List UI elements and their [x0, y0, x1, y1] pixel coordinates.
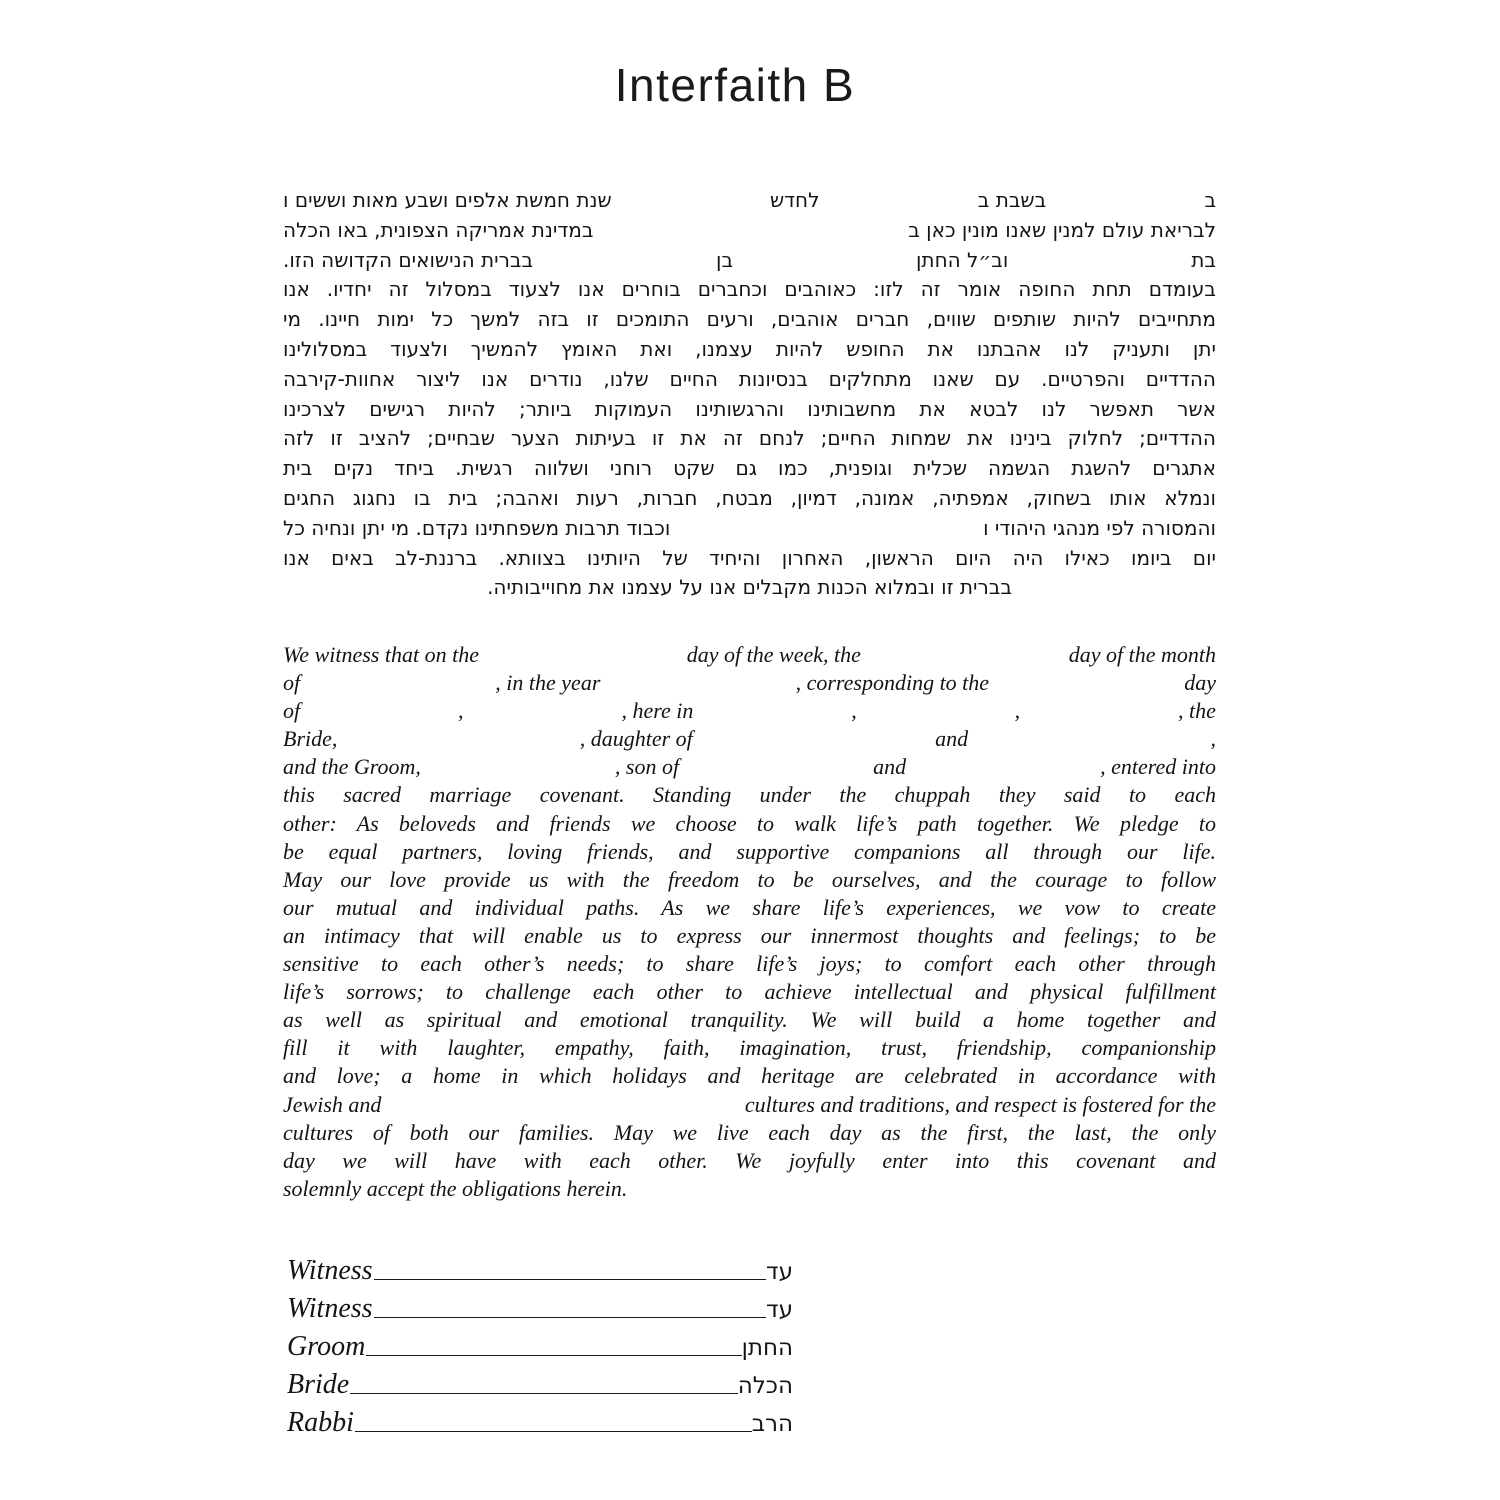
english-line: [283, 922, 1216, 950]
signature-row-witness: [287, 1285, 793, 1323]
text-segment: , the: [1178, 698, 1216, 724]
english-line: [283, 866, 1216, 894]
signature-label: Witness: [287, 1292, 373, 1324]
text-segment: this sacred marriage covenant. Standing under the chuppah they said to each: [283, 782, 1216, 808]
text-segment: other: As beloveds and friends we choose to walk life’s path together. We pledge to: [283, 810, 1216, 836]
text-segment: לבריאת עולם למנין שאנו מונין כאן ב: [908, 217, 1216, 242]
hebrew-line: [283, 275, 1216, 305]
text-segment: We witness that on the: [283, 642, 479, 667]
hebrew-line: [283, 305, 1216, 335]
hebrew-line: [283, 484, 1216, 514]
text-segment: , entered into: [1100, 754, 1216, 780]
text-segment: cultures of both our families. May we live each day as the first, the last, the only: [283, 1119, 1216, 1145]
english-line: [283, 641, 1216, 669]
signature-label: Groom: [287, 1330, 366, 1362]
english-line: [283, 838, 1216, 866]
text-segment: בת: [1191, 247, 1216, 272]
signature-line: [374, 1317, 766, 1318]
english-line: [283, 725, 1216, 753]
text-segment: sensitive to each other’s needs; to share life’s joys; to comfort each other through: [283, 951, 1216, 977]
text-segment: of: [283, 670, 301, 696]
signature-line: [355, 1431, 752, 1432]
text-segment: , son of: [614, 754, 680, 780]
english-text-block: [283, 641, 1216, 1203]
text-segment: בברית הנישואים הקדושה הזו.: [283, 247, 534, 272]
hebrew-line: [283, 216, 1216, 246]
english-line: [283, 978, 1216, 1006]
text-segment: Bride,: [283, 726, 338, 752]
text-segment: בשבת ב: [977, 188, 1047, 212]
text-segment: cultures and traditions, and respect is fostered for the: [744, 1091, 1216, 1117]
hebrew-line: [283, 186, 1216, 216]
signature-row-rabbi: [287, 1399, 793, 1437]
text-segment: May our love provide us with the freedom to be ourselves, and the courage to follow: [283, 866, 1216, 892]
english-line: [283, 781, 1216, 809]
text-segment: and the Groom,: [283, 754, 421, 780]
hebrew-line: [283, 544, 1216, 574]
text-segment: and: [873, 754, 907, 780]
signature-row-groom: [287, 1323, 793, 1361]
hebrew-line: [283, 365, 1216, 395]
signature-label: Rabbi: [287, 1406, 354, 1438]
signature-label: Witness: [287, 1254, 373, 1286]
english-line: [283, 669, 1216, 697]
english-line: [283, 1119, 1216, 1147]
text-segment: Jewish and: [283, 1091, 382, 1117]
signature-line: [350, 1393, 737, 1394]
text-segment: וב״ל החתן: [915, 247, 1009, 272]
english-line: [283, 1147, 1216, 1175]
text-segment: day: [1184, 670, 1216, 696]
english-line: [283, 753, 1216, 781]
hebrew-text-block: [283, 186, 1216, 603]
hebrew-line: [283, 395, 1216, 425]
text-segment: ב: [1204, 188, 1216, 212]
english-line: [283, 1034, 1216, 1062]
text-segment: day of the week, the: [686, 642, 861, 667]
text-segment: בברית זו ובמלוא הכנות מקבלים אנו על עצמנו את מחוייבותיה.: [487, 575, 1012, 600]
signature-row-bride: [287, 1361, 793, 1399]
signature-label: Bride: [287, 1368, 350, 1400]
text-segment: בן: [716, 247, 734, 272]
signature-hebrew-label: עד: [766, 1258, 793, 1285]
english-line: [283, 894, 1216, 922]
english-line: [283, 810, 1216, 838]
text-segment: and: [935, 726, 969, 752]
text-segment: לחדש: [769, 188, 820, 212]
english-line: [283, 1062, 1216, 1090]
text-segment: , daughter of: [579, 726, 693, 752]
text-segment: ההדדיים והפרטיים. עם שאנו מתחלקים בנסיונות החיים שלנו, נודרים אנו ליצור אחוות-קירבה: [283, 366, 1216, 391]
text-segment: ,: [1014, 698, 1021, 724]
text-segment: יום ביומו כאילו היה היום הראשון, האחרון והיחיד של היותינו בצוותא. ברננת-לב באים אנו: [283, 545, 1216, 570]
text-segment: ,: [851, 698, 857, 724]
signature-line: [374, 1279, 766, 1280]
text-segment: , here in: [621, 698, 694, 724]
hebrew-line: [283, 335, 1216, 365]
english-line: [283, 1175, 1216, 1203]
text-segment: אשר תאפשר לנו לבטא את מחשבותינו והרגשותינו העמוקות ביותר; להיות רגישים לצרכינו: [283, 396, 1216, 421]
text-segment: ההדדיים; לחלוק בינינו את שמחות החיים; לנחם זה את זו בעיתות הצער שבחיים; להציב זו לזה: [283, 426, 1216, 451]
hebrew-line: [283, 573, 1216, 603]
english-line: [283, 950, 1216, 978]
english-line: [283, 697, 1216, 725]
text-segment: ,: [458, 698, 464, 724]
hebrew-line: [283, 424, 1216, 454]
hebrew-line: [283, 454, 1216, 484]
text-segment: of: [283, 698, 301, 724]
hebrew-line: [283, 514, 1216, 544]
text-segment: שנת חמשת אלפים ושבע מאות וששים ו: [283, 188, 612, 212]
text-segment: our mutual and individual paths. As we share life’s experiences, we vow to create: [283, 894, 1216, 920]
english-line: [283, 1091, 1216, 1119]
text-segment: ונמלא אותו בשחוק, אמפתיה, אמונה, דמיון, מבטח, חברות, רעות ואהבה; בית בו נחגוג החגים: [283, 485, 1216, 510]
text-segment: מתחייבים להיות שותפים שווים, חברים אוהבים, ורעים התומכים זו בזה למשך כל ימות חיינו. מי: [283, 307, 1216, 332]
text-segment: , corresponding to the: [795, 670, 990, 696]
text-segment: life’s sorrows; to challenge each other to achieve intellectual and physical fulfillment: [283, 979, 1216, 1005]
text-segment: בעומדם תחת החופה אומר זה לזו: כאוהבים וכחברים בוחרים אנו לצעוד במסלול זה יחדיו. אנו: [283, 277, 1216, 302]
signature-row-witness: [287, 1247, 793, 1285]
text-segment: יתן ותעניק לנו אהבתנו את החופש להיות עצמנו, ואת האומץ להמשיך ולצעוד במסלולינו: [283, 336, 1216, 361]
text-segment: וכבוד תרבות משפחתינו נקדם. מי יתן ונחיה כל: [283, 515, 671, 540]
english-line: [283, 1006, 1216, 1034]
text-segment: solemnly accept the obligations herein.: [283, 1175, 628, 1201]
signature-hebrew-label: החתן: [741, 1334, 793, 1361]
text-segment: as well as spiritual and emotional tranquility. We will build a home together and: [283, 1007, 1216, 1033]
text-segment: and love; a home in which holidays and heritage are celebrated in accordance with: [283, 1063, 1216, 1089]
signature-hebrew-label: עד: [766, 1296, 793, 1323]
signature-block: [287, 1247, 793, 1437]
hebrew-line: [283, 246, 1216, 276]
signature-hebrew-label: הכלה: [737, 1372, 793, 1399]
signature-line: [366, 1355, 741, 1356]
text-segment: והמסורה לפי מנהגי היהודי ו: [983, 515, 1216, 540]
document-title: Interfaith B: [614, 59, 856, 111]
text-segment: אתגרים להשגת הגשמה שכלית וגופנית, כמו גם שקט רוחני ושלווה רגשית. ביחד נקים בית: [283, 456, 1216, 481]
text-segment: an intimacy that will enable us to express our innermost thoughts and feelings; to be: [283, 922, 1216, 948]
text-segment: , in the year: [495, 670, 601, 696]
signature-hebrew-label: הרב: [751, 1410, 793, 1437]
text-segment: be equal partners, loving friends, and supportive companions all through our life.: [283, 838, 1216, 864]
text-segment: במדינת אמריקה הצפונית, באו הכלה: [283, 217, 594, 242]
text-segment: ,: [1210, 726, 1216, 752]
text-segment: day we will have with each other. We joyfully enter into this covenant and: [283, 1147, 1216, 1173]
text-segment: fill it with laughter, empathy, faith, imagination, trust, friendship, companionship: [283, 1035, 1216, 1061]
text-segment: day of the month: [1068, 642, 1216, 667]
